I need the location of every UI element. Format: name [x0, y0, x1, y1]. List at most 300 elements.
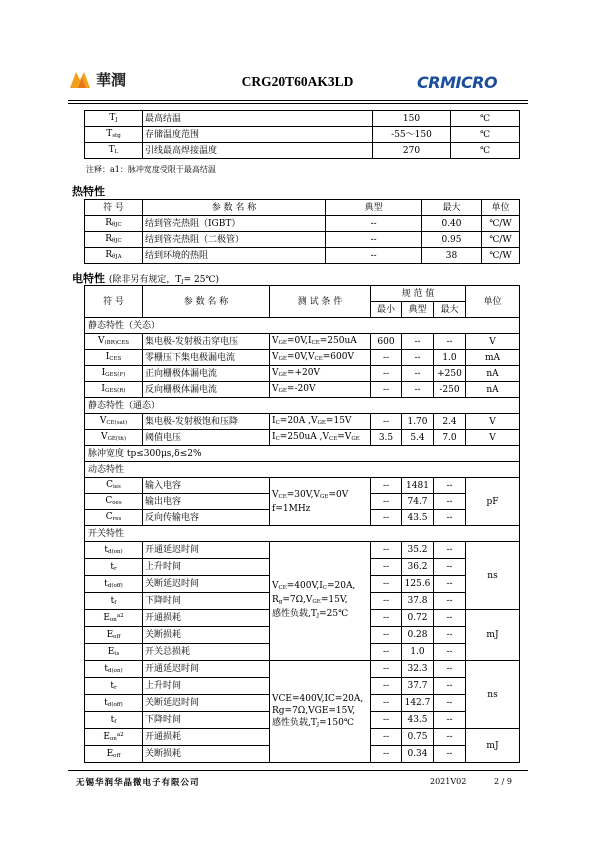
param-cell: 集电极-发射极饱和压降	[143, 414, 270, 430]
unit-cell: ℃/W	[482, 248, 520, 264]
typ-cell: 1.70	[402, 414, 434, 430]
symbol-cell	[85, 729, 143, 746]
symbol-cell	[85, 216, 143, 232]
cond-a-sub: g	[278, 599, 283, 605]
max-cell: --	[434, 559, 466, 576]
min-cell: --	[371, 494, 402, 510]
max-cell: --	[434, 334, 466, 350]
typ-cell: 36.2	[402, 559, 434, 576]
symbol-sub: CES	[109, 355, 122, 362]
param-cell: 结到环境的热阻	[143, 248, 326, 264]
symbol-sub: stg	[112, 132, 121, 139]
symbol-cell	[85, 494, 143, 510]
symbol-cell	[85, 382, 143, 398]
param-cell: 上升时间	[143, 678, 270, 695]
cond-a-sub: GE	[278, 339, 287, 346]
cond-b: =150℃	[319, 717, 354, 728]
param-cell: 开通延迟时间	[143, 661, 270, 678]
typ-cell: 35.2	[402, 542, 434, 559]
symbol-sub: res	[112, 515, 122, 522]
cond-line	[272, 489, 368, 503]
symbol-letter: R	[105, 249, 113, 260]
symbol-cell	[85, 111, 143, 127]
param-cell: 开通损耗	[143, 610, 270, 627]
thermal-header-row	[85, 200, 520, 216]
cond-a: R	[272, 595, 279, 605]
switch25-cond-cell	[270, 542, 371, 661]
symbol-letter: t	[110, 596, 115, 606]
symbol-letter: E	[106, 749, 114, 759]
typ-cell: 43.5	[402, 510, 434, 526]
table-row	[85, 350, 520, 366]
typ-cell: 37.7	[402, 678, 434, 695]
symbol-sub: on	[109, 736, 117, 742]
symbol-sub: off	[113, 753, 121, 759]
param-cell: 下降时间	[143, 712, 270, 729]
min-cell: --	[371, 414, 402, 430]
footer-rule	[68, 770, 528, 771]
typ-cell: 1.0	[402, 644, 434, 661]
symbol-letter: R	[105, 217, 113, 228]
cond-cell	[270, 366, 371, 382]
unit-cell: ℃	[451, 111, 520, 127]
cond-a: V	[272, 383, 279, 394]
symbol-cell	[85, 478, 143, 494]
symbol-cell	[85, 350, 143, 366]
cond-line	[272, 580, 368, 594]
max-cell: --	[434, 576, 466, 593]
cond-b: =7Ω,V	[282, 595, 313, 605]
min-cell: 3.5	[371, 430, 402, 446]
param-cell: 输入电容	[143, 478, 270, 494]
col-header-max: 最大	[422, 200, 482, 216]
table-row	[85, 478, 520, 494]
max-cell: +250	[434, 366, 466, 382]
cond-c: =15V	[325, 415, 352, 426]
symbol-letter: E	[103, 613, 110, 623]
symbol-cell	[85, 334, 143, 350]
symbol-letter: t	[104, 579, 108, 589]
cond-a: 感性负载,T	[272, 717, 317, 728]
cond-line1: VCE=400V,IC=20A,	[272, 693, 364, 704]
cond-c: =20A,	[327, 581, 356, 591]
footer-version: 2021V02	[430, 777, 467, 786]
cond-a-sub: CE	[278, 585, 287, 591]
col-header-max: 最大	[434, 302, 466, 318]
footer-company: 无锡华润华晶微电子有限公司	[76, 778, 200, 788]
symbol-cell	[85, 127, 143, 143]
cond-a-sub: CE	[278, 493, 287, 500]
min-cell: --	[371, 627, 402, 644]
typ-cell: 0.75	[402, 729, 434, 746]
param-cell: 结到管壳热阻（二极管）	[143, 232, 326, 248]
min-cell: --	[371, 695, 402, 712]
section-static-off	[85, 318, 520, 334]
cond-a-sub: J	[316, 721, 320, 728]
cond-b: =25℃	[319, 609, 349, 619]
table-row	[85, 334, 520, 350]
typ-cell: 43.5	[402, 712, 434, 729]
header-rule-thin	[68, 103, 528, 104]
symbol-letter: C	[105, 495, 113, 506]
table-row	[85, 542, 520, 559]
typ-cell: --	[402, 350, 434, 366]
col-header-typ: 典型	[402, 302, 434, 318]
symbol-letter: E	[106, 630, 114, 640]
section-static-on	[85, 398, 520, 414]
symbol-letter: V	[101, 431, 108, 442]
max-cell: 0.40	[422, 216, 482, 232]
min-cell: --	[371, 746, 402, 763]
col-header-typ: 典型	[326, 200, 422, 216]
cond-a-sub: GE	[278, 371, 287, 378]
thermal-table	[84, 199, 520, 264]
param-cell: 输出电容	[143, 494, 270, 510]
typ-cell: 5.4	[402, 430, 434, 446]
min-cell: --	[371, 729, 402, 746]
symbol-cell	[85, 746, 143, 763]
max-cell: --	[434, 644, 466, 661]
param-cell: 反向栅极体漏电流	[143, 382, 270, 398]
logo-left-text: 華潤	[96, 71, 127, 89]
min-cell: --	[371, 510, 402, 526]
max-cell: --	[434, 610, 466, 627]
table-row	[85, 248, 520, 264]
max-cell: --	[434, 593, 466, 610]
cond-line	[272, 608, 368, 622]
value-cell: -55～150	[373, 127, 451, 143]
symbol-sub: d(off)	[107, 702, 123, 708]
cond-b-sub: GE	[312, 599, 321, 605]
symbol-sub: J	[115, 116, 118, 123]
param-cell: 集电极-发射极击穿电压	[143, 334, 270, 350]
value-cell: 270	[373, 143, 451, 159]
symbol-cell	[85, 576, 143, 593]
symbol-sub: r	[113, 685, 117, 691]
max-cell: 38	[422, 248, 482, 264]
table-row	[85, 366, 520, 382]
param-cell: 结到管壳热阻（IGBT）	[143, 216, 326, 232]
unit-cell: ℃	[451, 143, 520, 159]
cond-line	[272, 503, 368, 515]
cond-cell	[270, 414, 371, 430]
symbol-letter: t	[110, 715, 115, 725]
symbol-cell	[85, 248, 143, 264]
cond-line2: Rg=7Ω,VGE=15V,	[272, 705, 356, 716]
symbol-letter: t	[110, 562, 114, 572]
typ-cell: 74.7	[402, 494, 434, 510]
symbol-letter: t	[104, 664, 108, 674]
cond-a: V	[272, 335, 279, 346]
max-cell: --	[434, 695, 466, 712]
logo-right-text: CRMICRO	[417, 73, 498, 92]
symbol-letter: R	[105, 233, 113, 244]
symbol-letter: E	[103, 732, 110, 742]
cond-cell	[270, 430, 371, 446]
switch150-cond-cell	[270, 661, 371, 763]
typ-cell: 142.7	[402, 695, 434, 712]
min-cell: --	[371, 576, 402, 593]
param-cell: 引线最高焊接温度	[143, 143, 373, 159]
symbol-sub: L	[114, 148, 119, 155]
cond-a: I	[272, 431, 276, 442]
min-cell: --	[371, 382, 402, 398]
typ-cell: --	[402, 334, 434, 350]
param-cell: 反向传输电容	[143, 510, 270, 526]
cond-a-sub: J	[316, 613, 320, 619]
symbol-sub: (BR)CES	[104, 339, 129, 346]
table-row	[85, 216, 520, 232]
max-cell: --	[434, 542, 466, 559]
col-header-unit: 单位	[466, 286, 520, 318]
symbol-letter: t	[104, 698, 108, 708]
min-cell: --	[371, 559, 402, 576]
symbol-sub: oes	[112, 499, 122, 506]
param-cell: 阈值电压	[143, 430, 270, 446]
col-header-cond: 测 试 条 件	[270, 286, 371, 318]
symbol-cell	[85, 542, 143, 559]
symbol-cell	[85, 366, 143, 382]
table-row	[85, 382, 520, 398]
min-cell: --	[371, 610, 402, 627]
symbol-cell	[85, 593, 143, 610]
min-cell: 600	[371, 334, 402, 350]
param-cell: 开通延迟时间	[143, 542, 270, 559]
section-dynamic-label: 动态特性	[85, 462, 520, 478]
value-cell: 150	[373, 111, 451, 127]
cond-c: =15V,	[320, 595, 348, 605]
typ-cell: 0.72	[402, 610, 434, 627]
symbol-letter: V	[98, 335, 105, 346]
max-cell: --	[434, 712, 466, 729]
cond-a-sub: C	[275, 419, 280, 426]
section-static-off-label: 静态特性（关态）	[85, 318, 520, 334]
cond-c: =250uA	[319, 335, 357, 346]
col-header-symbol: 符 号	[85, 286, 143, 318]
symbol-letter: I	[101, 367, 106, 378]
max-ratings-note: 注释：a1：脉冲宽度受限于最高结温	[86, 165, 216, 174]
symbol-letter: I	[101, 383, 105, 394]
table-row	[85, 661, 520, 678]
param-cell: 开关总损耗	[143, 644, 270, 661]
symbol-letter: E	[107, 647, 115, 657]
param-cell: 关断损耗	[143, 746, 270, 763]
max-cell: --	[434, 661, 466, 678]
min-cell: --	[371, 350, 402, 366]
unit-cell: V	[466, 414, 520, 430]
cond-b: =400V,I	[286, 581, 323, 591]
unit-cell: mJ	[466, 729, 520, 763]
max-cell: --	[434, 746, 466, 763]
unit-cell: V	[466, 334, 520, 350]
header-rule	[68, 100, 528, 101]
cond-b-sub: GE	[320, 493, 329, 500]
min-cell: --	[371, 478, 402, 494]
typ-cell: 125.6	[402, 576, 434, 593]
table-row	[85, 430, 520, 446]
symbol-cell	[85, 712, 143, 729]
cond-b-sub: C	[322, 585, 328, 591]
param-cell: 下降时间	[143, 593, 270, 610]
unit-cell: V	[466, 430, 520, 446]
cond-a: V	[272, 351, 279, 362]
unit-cell: nA	[466, 366, 520, 382]
cond-a: 感性负载,T	[272, 609, 317, 619]
symbol-cell	[85, 695, 143, 712]
cond-c: =0V	[328, 489, 349, 500]
symbol-cell	[85, 644, 143, 661]
electrical-heading	[72, 270, 219, 286]
symbol-sub: GES(R)	[104, 387, 126, 394]
symbol-sub: d(on)	[107, 668, 123, 674]
symbol-sub: f	[114, 600, 117, 606]
param-cell: 关断延迟时间	[143, 695, 270, 712]
cond-a-sub: C	[275, 435, 280, 442]
param-cell: 关断延迟时间	[143, 576, 270, 593]
typ-cell: --	[326, 232, 422, 248]
max-cell: -250	[434, 382, 466, 398]
param-cell: 关断损耗	[143, 627, 270, 644]
table-row	[85, 232, 520, 248]
max-cell: --	[434, 510, 466, 526]
typ-cell: 0.34	[402, 746, 434, 763]
typ-cell: --	[326, 216, 422, 232]
symbol-cell	[85, 232, 143, 248]
symbol-cell	[85, 430, 143, 446]
cond-b-sub: CE	[314, 355, 323, 362]
symbol-letter: T	[108, 144, 115, 155]
cond-b: =0V,V	[286, 351, 315, 362]
typ-cell: --	[402, 366, 434, 382]
table-row	[85, 414, 520, 430]
min-cell: --	[371, 678, 402, 695]
symbol-cell	[85, 678, 143, 695]
max-ratings-table	[84, 110, 520, 159]
col-header-range: 规 范 值	[371, 286, 466, 302]
max-cell: --	[434, 729, 466, 746]
cond-line	[272, 594, 368, 608]
unit-cell: ℃	[451, 127, 520, 143]
max-cell: --	[434, 478, 466, 494]
max-cell: 0.95	[422, 232, 482, 248]
typ-cell: --	[402, 382, 434, 398]
symbol-letter: t	[104, 545, 108, 555]
param-cell: 正向栅极体漏电流	[143, 366, 270, 382]
cond-c: =V	[337, 431, 352, 442]
cond-cell	[270, 334, 371, 350]
col-header-param: 参 数 名 称	[143, 286, 270, 318]
symbol-sup: a2	[116, 613, 124, 619]
cond-a-sub: GE	[278, 355, 287, 362]
symbol-letter: T	[109, 112, 116, 123]
cond-b: =0V,I	[286, 335, 312, 346]
section-switch	[85, 526, 520, 542]
max-cell: 1.0	[434, 350, 466, 366]
unit-cell: mJ	[466, 610, 520, 661]
symbol-sub: CE(sat)	[106, 419, 128, 426]
param-cell: 零栅压下集电极漏电流	[143, 350, 270, 366]
symbol-letter: I	[105, 351, 110, 362]
unit-cell: nA	[466, 382, 520, 398]
typ-cell: 32.3	[402, 661, 434, 678]
symbol-sub: d(on)	[107, 549, 123, 555]
symbol-sub: θJC	[112, 221, 122, 228]
symbol-sub: on	[109, 617, 117, 623]
min-cell: --	[371, 542, 402, 559]
symbol-cell	[85, 510, 143, 526]
symbol-cell	[85, 627, 143, 644]
typ-cell: 1481	[402, 478, 434, 494]
heading-note-sub: J	[181, 279, 184, 285]
cond-b: =30V,V	[286, 489, 321, 500]
symbol-cell	[85, 414, 143, 430]
symbol-sub: ts	[114, 651, 120, 657]
unit-cell: ℃/W	[482, 216, 520, 232]
col-header-param: 参 数 名 称	[143, 200, 326, 216]
thermal-heading: 热特性	[72, 185, 105, 198]
symbol-sub: θJA	[112, 253, 122, 260]
symbol-cell	[85, 610, 143, 627]
param-cell: 上升时间	[143, 559, 270, 576]
electrical-table	[84, 285, 520, 763]
table-row	[85, 143, 520, 159]
symbol-letter: C	[105, 511, 113, 522]
symbol-sub: f	[114, 719, 117, 725]
cond-b: =-20V	[286, 383, 316, 394]
unit-cell: mA	[466, 350, 520, 366]
max-cell: --	[434, 678, 466, 695]
electrical-heading-title: 电特性	[72, 272, 105, 285]
typ-cell: --	[326, 248, 422, 264]
cond-line	[272, 693, 368, 705]
symbol-sub: GES(F)	[105, 371, 126, 378]
symbol-sub: off	[113, 634, 121, 640]
cond-line	[272, 717, 368, 731]
company-logo-right	[415, 70, 515, 94]
param-cell: 最高结温	[143, 111, 373, 127]
cond-a: V	[272, 367, 279, 378]
cond-b: =+20V	[286, 367, 320, 378]
symbol-letter: T	[106, 128, 113, 139]
cond-b-sub: GE	[317, 419, 326, 426]
col-header-min: 最小	[371, 302, 402, 318]
typ-cell: 0.28	[402, 627, 434, 644]
cond-c: =600V	[322, 351, 354, 362]
cond-a: V	[272, 489, 279, 500]
page-title: CRG20T60AK3LD	[241, 74, 354, 89]
min-cell: --	[371, 712, 402, 729]
dynamic-cond-cell	[270, 478, 371, 526]
cond-a: I	[272, 415, 276, 426]
unit-cell: pF	[466, 478, 520, 526]
min-cell: --	[371, 593, 402, 610]
param-cell: 开通损耗	[143, 729, 270, 746]
max-cell: 2.4	[434, 414, 466, 430]
symbol-sub: θJC	[112, 237, 122, 244]
pulse-note-label: 脉冲宽度 tp≤300μs,δ≤2%	[85, 446, 520, 462]
max-cell: --	[434, 627, 466, 644]
symbol-letter: t	[110, 681, 114, 691]
min-cell: --	[371, 661, 402, 678]
unit-cell: ℃/W	[482, 232, 520, 248]
max-cell: 7.0	[434, 430, 466, 446]
heading-note-end: = 25℃)	[183, 275, 220, 285]
symbol-sub: r	[113, 566, 117, 572]
typ-cell: 37.8	[402, 593, 434, 610]
cond-b-sub: CE	[329, 435, 338, 442]
cond-a-sub: GE	[278, 387, 287, 394]
param-cell: 存储温度范围	[143, 127, 373, 143]
